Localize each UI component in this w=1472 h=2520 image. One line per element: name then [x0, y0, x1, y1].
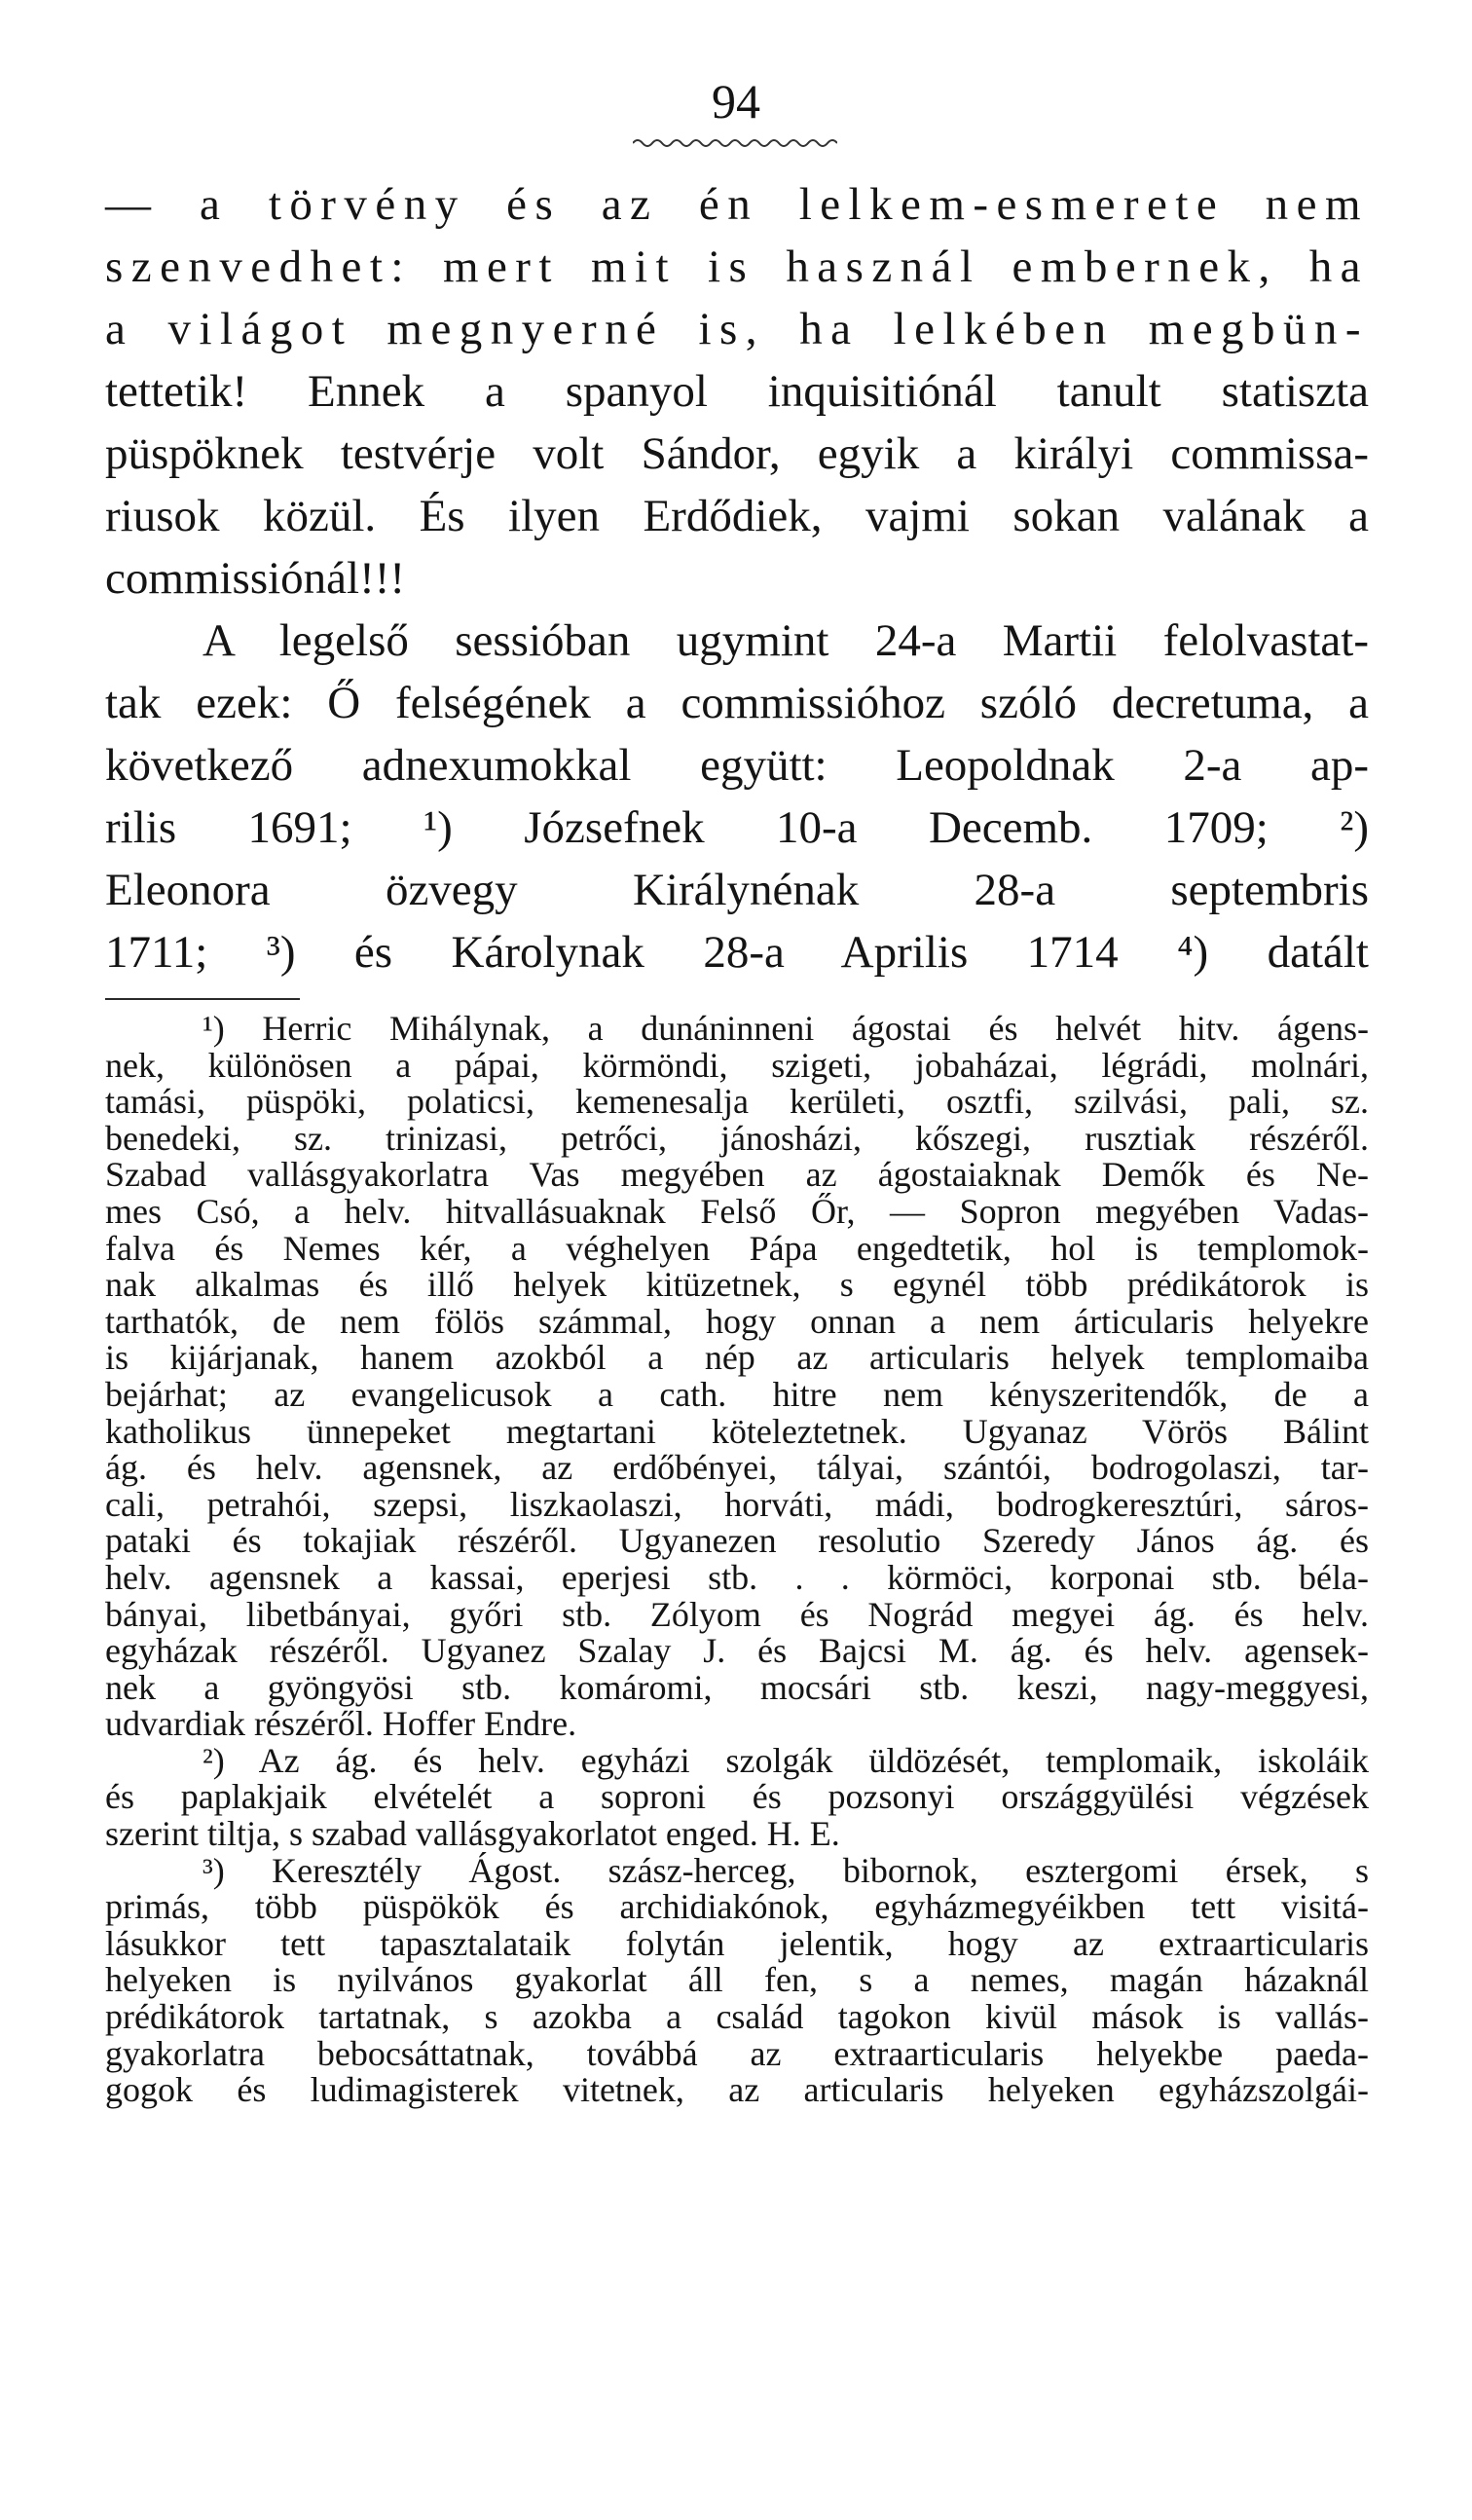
main-line: Eleonora özvegy Királynénak 28-a septembris — [105, 865, 1369, 915]
main-line: A legelső sessióban ugymint 24-a Martii felolvastat- — [202, 615, 1369, 666]
footnote-line: ²) Az ág. és helv. egyházi szolgák üldözését, templomaik, iskoláik — [202, 1740, 1369, 1780]
main-line: a világot megnyerné is, ha lelkében megbün- — [105, 304, 1369, 354]
main-line: tak ezek: Ő felségének a commissióhoz szóló decretuma, a — [105, 678, 1369, 728]
footnote-line: lásukkor tett tapasztalataik folytán jelentik, hogy az extraarticularis — [105, 1923, 1369, 1963]
footnote-line: benedeki, sz. trinizasi, petrőci, jánosházi, kőszegi, rusztiak részéről. — [105, 1118, 1369, 1158]
footnote-line: egyházak részéről. Ugyanez Szalay J. és Bajcsi M. ág. és helv. agensek- — [105, 1631, 1369, 1671]
footnote-line: primás, több püspökök és archidiakónok, egyházmegyéikben tett visitá- — [105, 1887, 1369, 1927]
footnote-line: szerint tiltja, s szabad vallásgyakorlatot enged. H. E. — [105, 1814, 840, 1854]
footnote-line: tarthatók, de nem fölös számmal, hogy onnan a nem árticularis helyekre — [105, 1301, 1369, 1341]
footnote-line: falva és Nemes kér, a véghelyen Pápa engedtetik, hol is templomok- — [105, 1228, 1369, 1268]
footnote-line: mes Csó, a helv. hitvallásuaknak Felső Őr, — Sopron megyében Vadas- — [105, 1191, 1369, 1231]
footnote-separator — [105, 998, 300, 1000]
main-line: 1711; ³) és Károlynak 28-a Aprilis 1714 ⁴) datált — [105, 927, 1369, 978]
main-line: püspöknek testvérje volt Sándor, egyik a királyi commissa- — [105, 428, 1369, 479]
footnote-line: Szabad vallásgyakorlatra Vas megyében az ágostaiaknak Demők és Ne- — [105, 1155, 1369, 1195]
footnote-line: gogok és ludimagisterek vitetnek, az articularis helyeken egyházszolgái- — [105, 2070, 1369, 2110]
footnote-line: is kijárjanak, hanem azokból a nép az articularis helyek templomaiba — [105, 1338, 1369, 1378]
footnote-line: ³) Keresztély Ágost. szász-herceg, bibornok, esztergomi érsek, s — [202, 1850, 1369, 1890]
footnote-line: ág. és helv. agensnek, az erdőbényei, tályai, szántói, bodrogolaszi, tar- — [105, 1448, 1369, 1488]
footnote-line: nek a gyöngyösi stb. komáromi, mocsári stb. keszi, nagy-meggyesi, — [105, 1667, 1369, 1707]
footnote-line: bejárhat; az evangelicusok a cath. hitre nem kényszeritendők, de a — [105, 1374, 1369, 1414]
main-line: commissiónál!!! — [105, 553, 406, 604]
main-text — [105, 173, 1369, 983]
footnote-line: ¹) Herric Mihálynak, a dunáninneni ágostai és helvét hitv. ágens- — [202, 1009, 1369, 1048]
footnote-line: tamási, püspöki, polaticsi, kemenesalja kerületi, osztfi, szilvási, pali, sz. — [105, 1082, 1369, 1122]
main-line: szenvedhet: mert mit is használ embernek, ha — [105, 241, 1369, 292]
footnote-line: nek, különösen a pápai, körmöndi, szigeti, jobaházai, légrádi, molnári, — [105, 1045, 1369, 1085]
footnote-line: gyakorlatra bebocsáttatnak, továbbá az extraarticularis helyekbe paeda- — [105, 2033, 1369, 2073]
main-line: — a törvény és az én lelkem-esmerete nem — [105, 179, 1369, 230]
footnote-line: prédikátorok tartatnak, s azokba a család tagokon kivül mások is vallás- — [105, 1997, 1369, 2037]
footnote-line: nak alkalmas és illő helyek kitüzetnek, s egynél több prédikátorok is — [105, 1265, 1369, 1305]
footnotes — [105, 1011, 1369, 2109]
main-line: következő adnexumokkal együtt: Leopoldnak 2-a ap- — [105, 740, 1369, 791]
page-number: 94 — [712, 74, 760, 129]
main-line: riusok közül. És ilyen Erdődiek, vajmi sokan valának a — [105, 491, 1369, 541]
main-line: tettetik! Ennek a spanyol inquisitiónál tanult statiszta — [105, 366, 1369, 417]
wavy-ornament-icon — [633, 136, 837, 150]
footnote-line: helv. agensnek a kassai, eperjesi stb. . . körmöci, korponai stb. béla- — [105, 1557, 1369, 1597]
footnote-line: udvardiak részéről. Hoffer Endre. — [105, 1704, 577, 1744]
footnote-line: katholikus ünnepeket megtartani köteleztetnek. Ugyanaz Vörös Bálint — [105, 1411, 1369, 1451]
footnote-line: és paplakjaik elvételét a soproni és pozsonyi országgyülési végzések — [105, 1777, 1369, 1817]
footnote-line: helyeken is nyilvános gyakorlat áll fen, s a nemes, magán házaknál — [105, 1960, 1369, 2000]
footnote-line: cali, petrahói, szepsi, liszkaolaszi, horváti, mádi, bodrogkeresztúri, sáros- — [105, 1484, 1369, 1524]
main-line: rilis 1691; ¹) Józsefnek 10-a Decemb. 1709; ²) — [105, 802, 1369, 853]
footnote-line: pataki és tokajiak részéről. Ugyanezen resolutio Szeredy János ág. és — [105, 1521, 1369, 1561]
footnote-line: bányai, libetbányai, győri stb. Zólyom és Nográd megyei ág. és helv. — [105, 1594, 1369, 1634]
